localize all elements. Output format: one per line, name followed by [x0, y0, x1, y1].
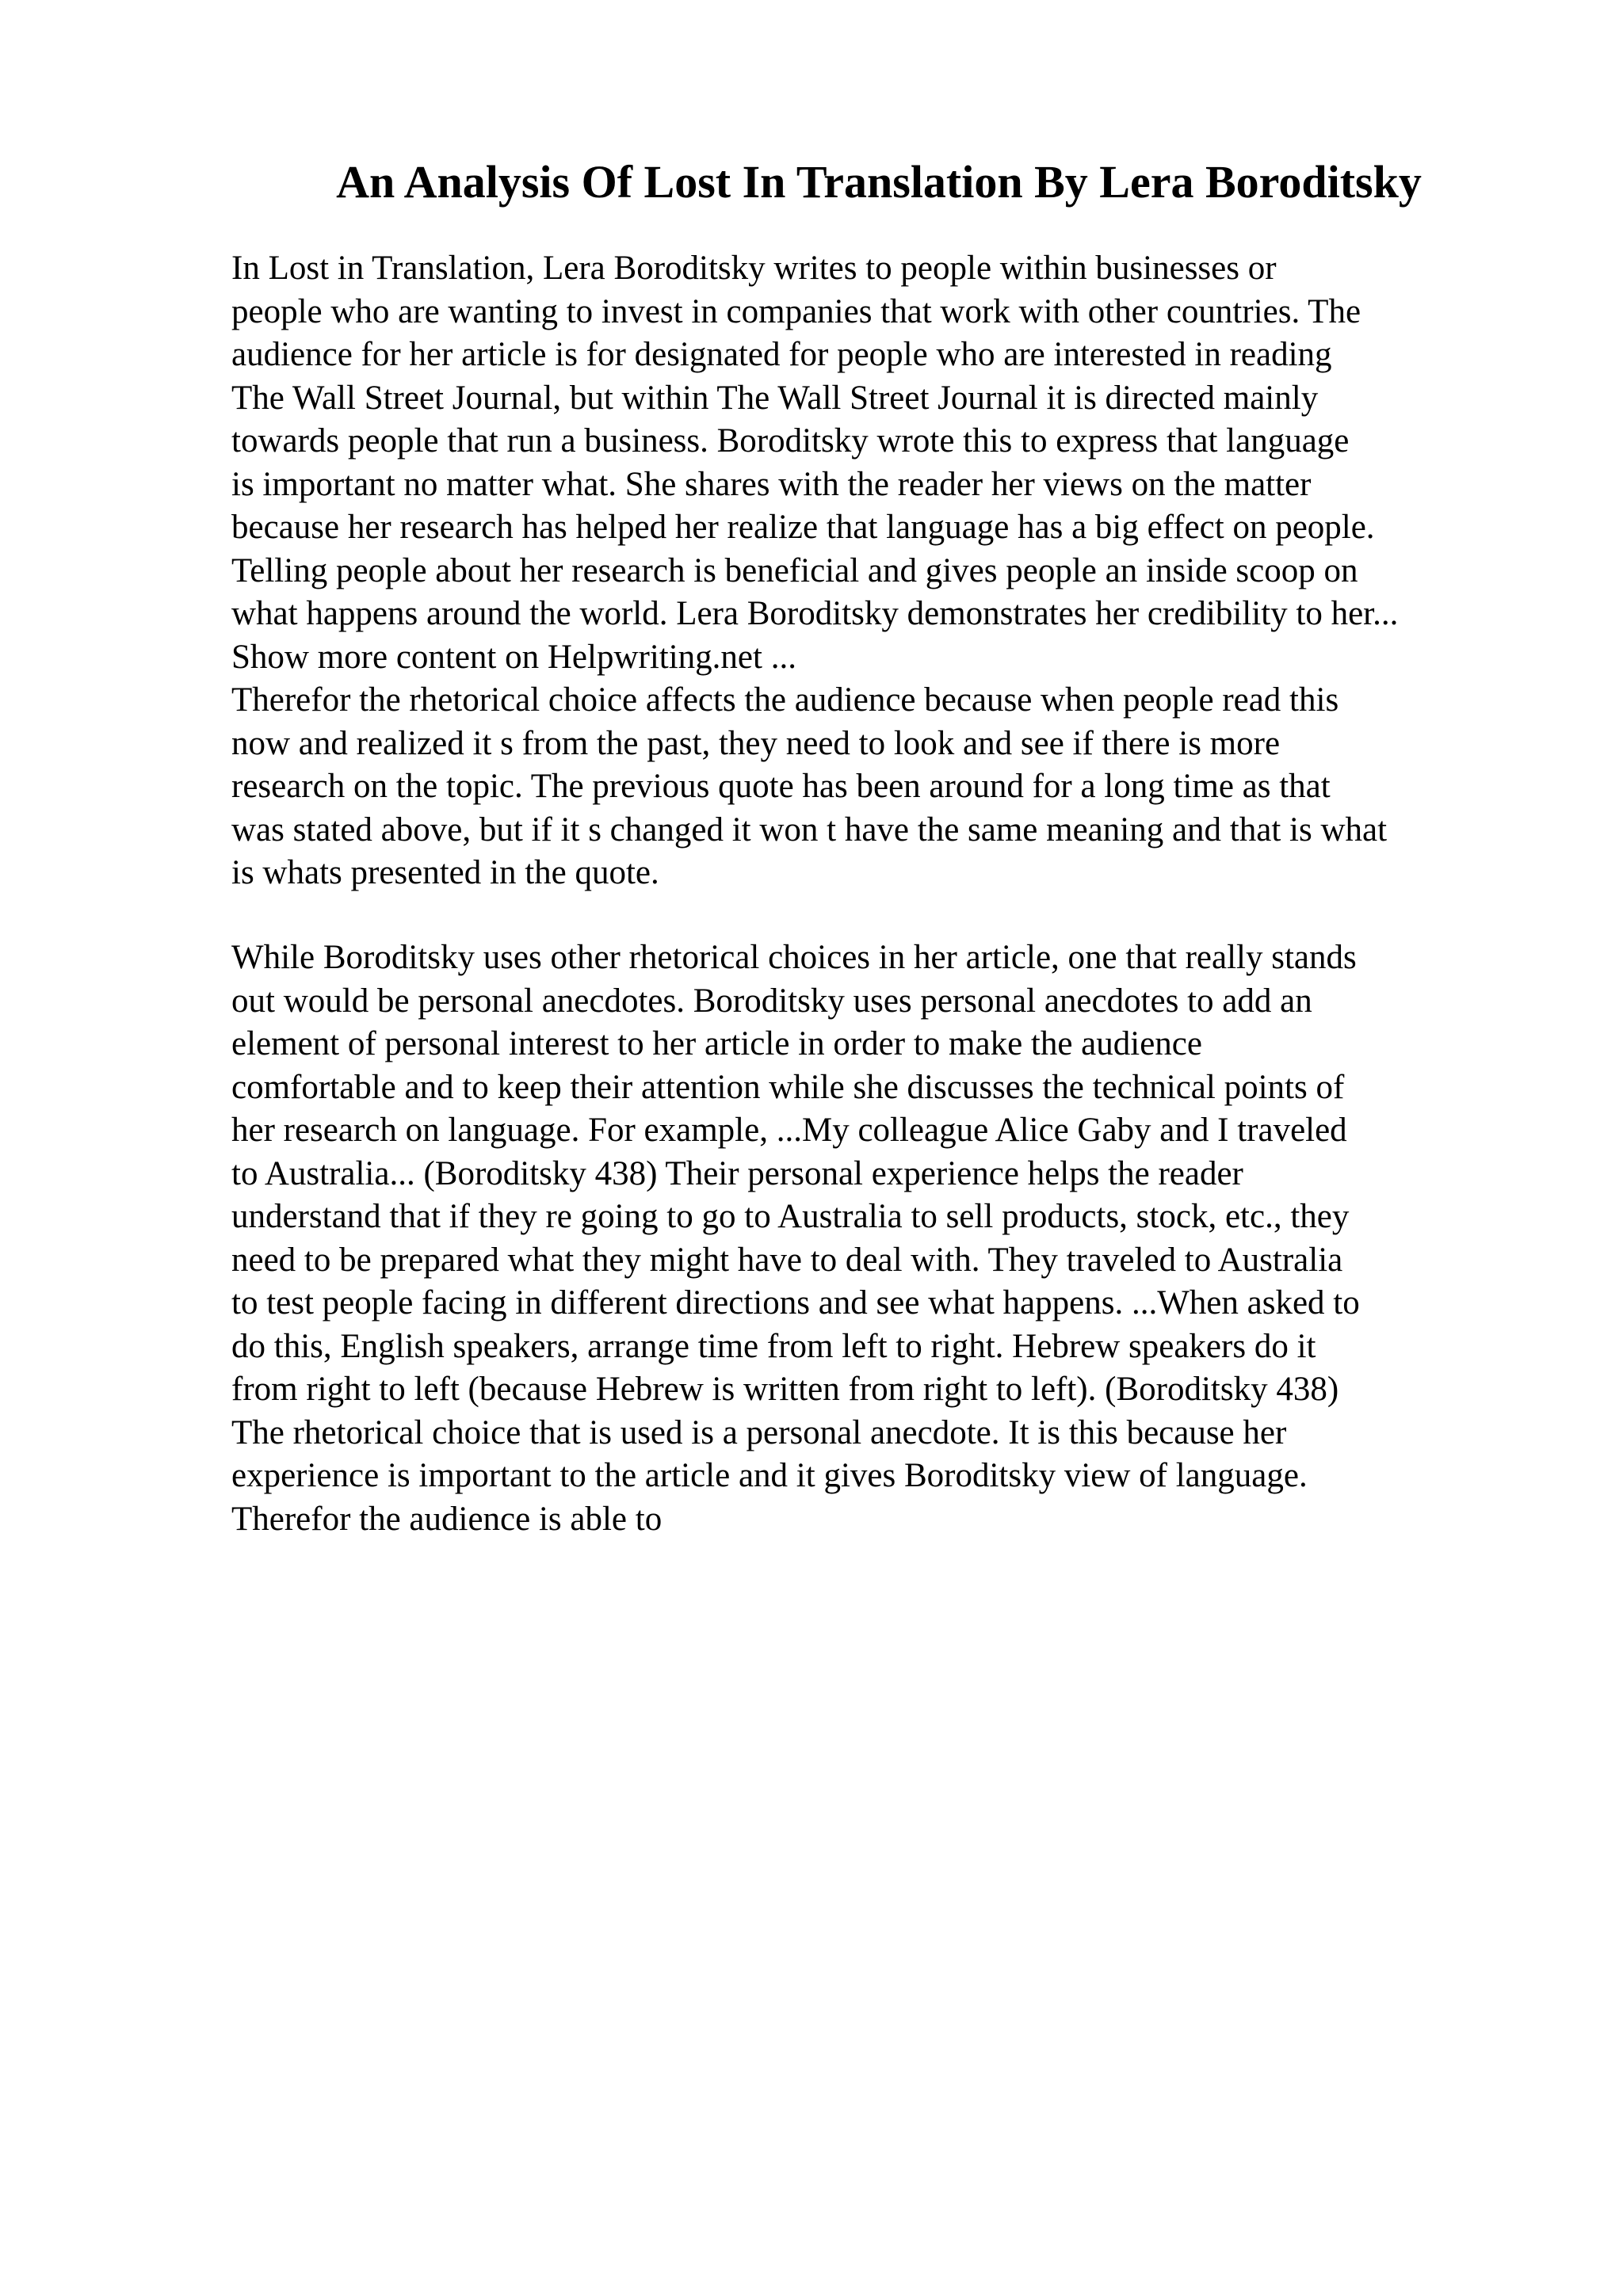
text-line: understand that if they re going to go to Australia to sell products, stock, etc., they: [231, 1198, 1350, 1235]
text-line: research on the topic. The previous quote has been around for a long time as that: [231, 768, 1331, 805]
document-title: An Analysis Of Lost In Translation By Lera Boroditsky: [336, 156, 1422, 208]
paragraph-1: [231, 247, 1594, 895]
show-more-link[interactable]: Show more content on Helpwriting.net ...: [231, 638, 796, 676]
text-line: experience is important to the article and it gives Boroditsky view of language.: [231, 1457, 1308, 1494]
text-line: Therefor the rhetorical choice affects the audience because when people read this: [231, 681, 1339, 719]
text-line: need to be prepared what they might have to deal with. They traveled to Australia: [231, 1241, 1343, 1279]
text-line: audience for her article is for designated for people who are interested in reading: [231, 336, 1332, 373]
text-line: now and realized it s from the past, they need to look and see if there is more: [231, 724, 1281, 762]
text-line: Therefor the audience is able to: [231, 1500, 663, 1538]
text-line: because her research has helped her realize that language has a big effect on people.: [231, 509, 1375, 546]
text-line: The Wall Street Journal, but within The Wall Street Journal it is directed mainly: [231, 379, 1319, 417]
text-line: is important no matter what. She shares with the reader her views on the matter: [231, 465, 1312, 503]
text-line: people who are wanting to invest in companies that work with other countries. The: [231, 292, 1361, 330]
text-line: While Boroditsky uses other rhetorical choices in her article, one that really stands: [231, 939, 1357, 976]
text-line: was stated above, but if it s changed it won t have the same meaning and that is what: [231, 810, 1388, 849]
text-line: Telling people about her research is beneficial and gives people an inside scoop on: [231, 551, 1358, 589]
text-line: what happens around the world. Lera Boroditsky demonstrates her credibility to her...: [231, 595, 1399, 632]
text-line: to Australia... (Boroditsky 438) Their personal experience helps the reader: [231, 1154, 1243, 1192]
text-line: element of personal interest to her article in order to make the audience: [231, 1025, 1202, 1062]
text-line: her research on language. For example, ...My colleague Alice Gaby and I traveled: [231, 1112, 1347, 1149]
text-line: to test people facing in different directions and see what happens. ...When asked to: [231, 1284, 1360, 1322]
text-line: In Lost in Translation, Lera Boroditsky writes to people within businesses or: [231, 250, 1277, 287]
text-line: from right to left (because Hebrew is written from right to left). (Boroditsky 438): [231, 1371, 1339, 1408]
paragraph-2: [231, 936, 1594, 1541]
text-line: do this, English speakers, arrange time from left to right. Hebrew speakers do it: [231, 1327, 1316, 1365]
text-line: towards people that run a business. Boroditsky wrote this to express that language: [231, 422, 1350, 460]
text-line: comfortable and to keep their attention while she discusses the technical points of: [231, 1068, 1345, 1106]
text-line: out would be personal anecdotes. Boroditsky uses personal anecdotes to add an: [231, 982, 1312, 1020]
text-line: is whats presented in the quote.: [231, 854, 659, 891]
text-line: The rhetorical choice that is used is a personal anecdote. It is this because her: [231, 1413, 1287, 1451]
